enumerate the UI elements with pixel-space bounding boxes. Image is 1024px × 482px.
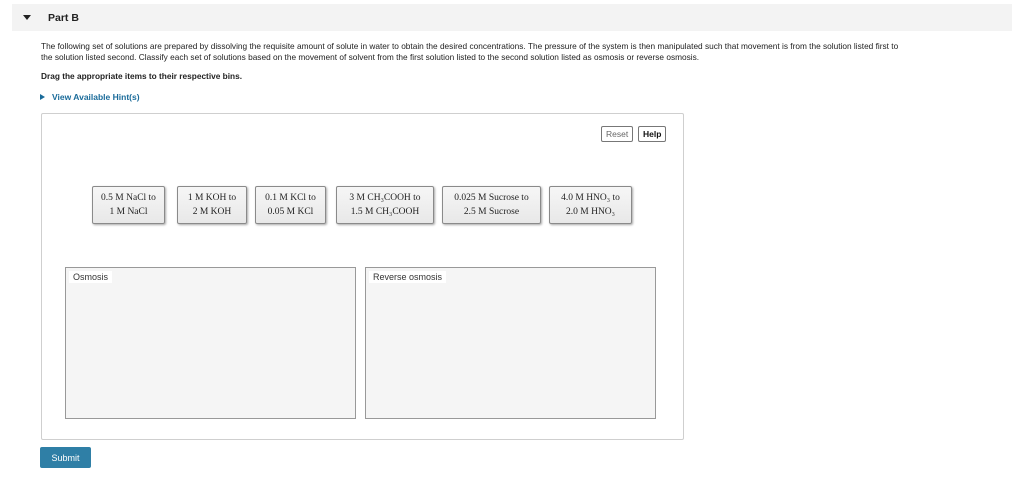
osmosis-bin[interactable] (65, 267, 356, 419)
reset-button[interactable]: Reset (601, 126, 633, 142)
drag-item-line-1: 0.5 M NaCl to (101, 193, 156, 203)
drag-item-koh[interactable] (177, 186, 247, 224)
bin-label: Osmosis (69, 271, 112, 283)
question-prompt (41, 41, 1013, 63)
view-hints-label[interactable]: View Available Hint(s) (52, 92, 140, 102)
drag-instruction: Drag the appropriate items to their respective bins. (41, 71, 243, 81)
drag-item-nacl[interactable] (92, 186, 165, 224)
part-title: Part B (48, 11, 79, 24)
drag-item-line-1: 0.025 M Sucrose to (454, 193, 529, 203)
drag-item-line-2: 2 M KOH (192, 207, 232, 217)
drag-item-hno3[interactable] (549, 186, 632, 224)
drag-item-line-1: 3 M CH₃COOH to (349, 193, 421, 203)
drag-item-sucrose[interactable] (442, 186, 541, 224)
part-header[interactable] (12, 4, 1012, 31)
drag-item-acetic-acid[interactable] (336, 186, 434, 224)
submit-button[interactable]: Submit (40, 447, 91, 468)
drag-item-line-1: 1 M KOH to (187, 193, 237, 203)
reverse-osmosis-bin[interactable] (365, 267, 656, 419)
prompt-line-2: the solution listed second. Classify each set of solutions based on the movement of solvent from the first solution listed to the second solution listed as osmosis or reverse osmosis. (41, 52, 700, 62)
collapse-caret-icon[interactable] (23, 15, 31, 20)
drag-item-line-1: 4.0 M HNO₃ to (561, 193, 620, 203)
bin-label: Reverse osmosis (369, 271, 446, 283)
prompt-line-1: The following set of solutions are prepared by dissolving the requisite amount of solute in water to obtain the desired concentrations. The pressure of the system is then manipulated such that movement is from the solution listed first to (41, 41, 899, 51)
view-hints-link[interactable] (40, 92, 140, 102)
help-button[interactable]: Help (638, 126, 666, 142)
drag-item-line-2: 2.5 M Sucrose (463, 207, 520, 217)
expand-arrow-icon (40, 94, 45, 100)
drag-item-line-2: 1.5 M CH₃COOH (350, 207, 420, 217)
drag-drop-panel (41, 113, 684, 440)
drag-item-line-2: 1 M NaCl (109, 207, 148, 217)
drag-item-kcl[interactable] (255, 186, 326, 224)
drag-item-line-2: 0.05 M KCl (267, 207, 314, 217)
drag-item-line-2: 2.0 M HNO₃ (566, 207, 615, 217)
drag-item-line-1: 0.1 M KCl to (265, 193, 316, 203)
